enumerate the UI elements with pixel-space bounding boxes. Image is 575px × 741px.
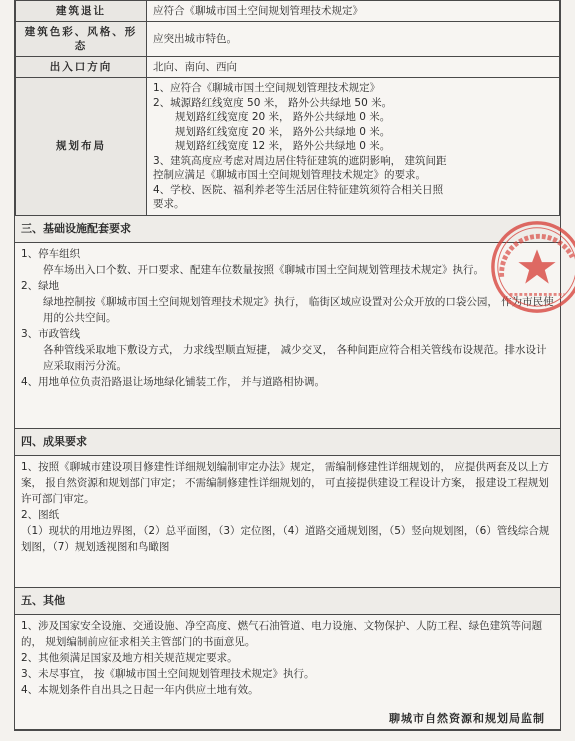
paragraph: 停车场出入口个数、开口要求、配建车位数量按照《聊城市国土空间规划管理技术规定》执行。 <box>43 263 484 276</box>
row-value: 北向、南向、西向 <box>147 57 560 78</box>
paragraph: 绿地控制按《聊城市国土空间规划管理技术规定》执行， 临街区域应设置对公众开放的口袋公园， 作为市民使用的公共空间。 <box>43 295 554 324</box>
paragraph: 2、图纸 <box>21 508 60 521</box>
list-item: 1、应符合《聊城市国土空间规划管理技术规定》 <box>153 82 381 94</box>
row-label: 建筑色彩、风格、形态 <box>16 22 147 57</box>
list-item: 规划路红线宽度 20 米， 路外公共绿地 0 米。 <box>175 111 391 123</box>
table-row <box>16 1 560 22</box>
paragraph: 3、未尽事宜， 按《聊城市国土空间规划管理技术规定》执行。 <box>21 667 315 680</box>
paragraph: 4、本规划条件自出具之日起一年内供应土地有效。 <box>21 683 259 696</box>
list-item: 2、城源路红线宽度 50 米， 路外公共绿地 50 米。 <box>153 96 393 109</box>
row-label: 规划布局 <box>16 78 147 216</box>
row-label: 建筑退让 <box>16 1 147 22</box>
planning-conditions-form <box>14 0 561 731</box>
list-item: 控制应满足《聊城市国土空间规划管理技术规定》的要求。 <box>153 169 426 181</box>
paragraph: 1、涉及国家安全设施、交通设施、净空高度、燃气石油管道、电力设施、文物保护、人防工程、绿色建筑等问题的， 规划编制前应征求相关主管部门的书面意见。 <box>21 619 543 648</box>
list-item: 4、学校、医院、福利养老等生活居住特征建筑须符合相关日照 <box>153 183 444 196</box>
paragraph: 2、绿地 <box>21 279 60 292</box>
paragraph: 3、市政管线 <box>21 327 81 340</box>
paragraph: 2、其他须满足国家及地方相关规范规定要求。 <box>21 651 238 664</box>
issuer-footer: 聊城市自然资源和规划局监制 <box>389 712 545 725</box>
list-item: 规划路红线宽度 20 米， 路外公共绿地 0 米。 <box>175 125 391 138</box>
paragraph: 4、用地单位负责沿路退让场地绿化铺装工作， 并与道路相协调。 <box>21 375 326 388</box>
table-row <box>16 22 560 57</box>
section-title: 四、成果要求 <box>15 429 560 456</box>
paragraph: 各种管线采取地下敷设方式， 力求线型顺直短捷， 减少交叉， 各种间距应符合相关管线布设规范。排水设计应采取雨污分流。 <box>43 343 547 372</box>
table-row <box>16 78 560 216</box>
list-item: 3、建筑高度应考虑对周边居住特征建筑的遮阴影响， 建筑间距 <box>153 154 447 167</box>
paragraph: 1、按照《聊城市建设项目修建性详细规划编制审定办法》规定， 需编制修建性详细规划的， 应提供两套及以上方案， 报自然资源和规划部门审定； 不需编制修建性详细规划的， 可直接提供建设工程设计方案， 报建设工程规划许可部门审定。 <box>21 460 549 505</box>
row-label: 出入口方向 <box>16 57 147 78</box>
list-item: 要求。 <box>153 198 185 210</box>
row-value: 应突出城市特色。 <box>147 22 560 57</box>
spec-table <box>15 0 560 216</box>
row-value: 应符合《聊城市国土空间规划管理技术规定》 <box>147 1 560 22</box>
section-title: 五、其他 <box>15 588 560 615</box>
paragraph: 1、停车组织 <box>21 247 81 260</box>
paragraph: （1）现状的用地边界图，（2）总平面图，（3）定位图，（4）道路交通规划图，（5）竖向规划图，（6）管线综合规划图，（7）规划透视图和鸟瞰图 <box>21 524 550 553</box>
section-body <box>15 243 560 429</box>
table-row <box>16 57 560 78</box>
section-body <box>15 456 560 588</box>
row-value-list <box>147 78 560 216</box>
section-title: 三、基础设施配套要求 <box>15 216 560 243</box>
list-item: 规划路红线宽度 12 米， 路外公共绿地 0 米。 <box>175 140 391 152</box>
